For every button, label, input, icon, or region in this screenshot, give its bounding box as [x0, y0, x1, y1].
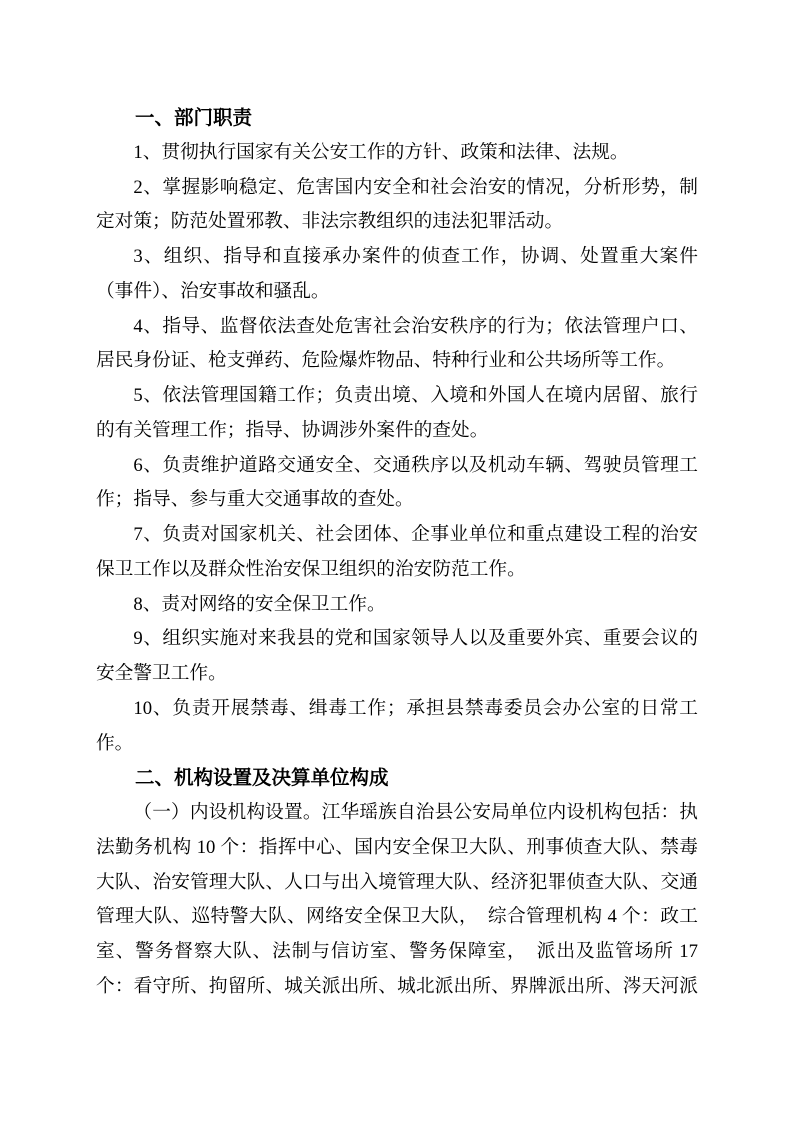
- text-line: 6、负责维护道路交通安全、交通秩序以及机动车辆、驾驶员管理工: [133, 454, 698, 476]
- text-line: 大队、治安管理大队、人口与出入境管理大队、经济犯罪侦查大队、交通: [96, 871, 698, 893]
- text-line: 室、警务督察大队、法制与信访室、警务保障室， 派出及监管场所 17: [96, 941, 698, 962]
- text-line: 个：看守所、拘留所、城关派出所、城北派出所、界牌派出所、涔天河派: [96, 975, 698, 997]
- text-line: 安全警卫工作。: [96, 663, 227, 684]
- paragraph: [96, 622, 698, 692]
- text-line: 一、部门职责: [135, 107, 253, 129]
- text-line: 作。: [96, 732, 134, 754]
- text-line: 法勤务机构 10 个：指挥中心、国内安全保卫大队、刑事侦查大队、禁毒: [96, 836, 698, 858]
- document-content: [96, 101, 698, 1005]
- section-heading: [96, 761, 698, 796]
- section-heading: [96, 101, 698, 136]
- text-line: （一）内设机构设置。江华瑶族自治县公安局单位内设机构包括：执: [133, 802, 698, 823]
- text-line: 定对策；防范处置邪教、非法宗教组织的违法犯罪活动。: [96, 211, 564, 233]
- text-line: 居民身份证、枪支弹药、危险爆炸物品、特种行业和公共场所等工作。: [96, 350, 676, 372]
- text-line: 二、机构设置及决算单位构成: [135, 767, 389, 790]
- text-line: 9、组织实施对来我县的党和国家领导人以及重要外宾、重要会议的: [133, 628, 698, 650]
- paragraph: [96, 588, 698, 623]
- text-line: 10、负责开展禁毒、缉毒工作；承担县禁毒委员会办公室的日常工: [133, 697, 698, 719]
- text-line: 2、掌握影响稳定、危害国内安全和社会治安的情况，分析形势，制: [133, 176, 698, 198]
- paragraph: [96, 796, 698, 1005]
- paragraph: [96, 310, 698, 380]
- paragraph: [96, 240, 698, 310]
- text-line: 的有关管理工作；指导、协调涉外案件的查处。: [96, 419, 489, 441]
- text-line: （事件）、治安事故和骚乱。: [96, 280, 330, 302]
- text-line: 3、组织、指导和直接承办案件的侦查工作，协调、处置重大案件: [133, 246, 698, 267]
- text-line: 管理大队、巡特警大队、网络安全保卫大队， 综合管理机构 4 个：政工: [96, 906, 698, 928]
- text-line: 8、责对网络的安全保卫工作。: [133, 593, 386, 615]
- paragraph: [96, 136, 698, 171]
- paragraph: [96, 379, 698, 449]
- text-line: 4、指导、监督依法查处危害社会治安秩序的行为；依法管理户口、: [133, 315, 698, 337]
- text-line: 1、贯彻执行国家有关公安工作的方针、政策和法律、法规。: [133, 141, 629, 163]
- paragraph: [96, 449, 698, 519]
- text-line: 作；指导、参与重大交通事故的查处。: [96, 489, 414, 511]
- paragraph: [96, 171, 698, 241]
- paragraph: [96, 518, 698, 588]
- text-line: 保卫工作以及群众性治安保卫组织的治安防范工作。: [96, 558, 526, 580]
- text-line: 7、负责对国家机关、社会团体、企事业单位和重点建设工程的治安: [133, 524, 698, 545]
- paragraph: [96, 692, 698, 762]
- text-line: 5、依法管理国籍工作；负责出境、入境和外国人在境内居留、旅行: [133, 385, 698, 406]
